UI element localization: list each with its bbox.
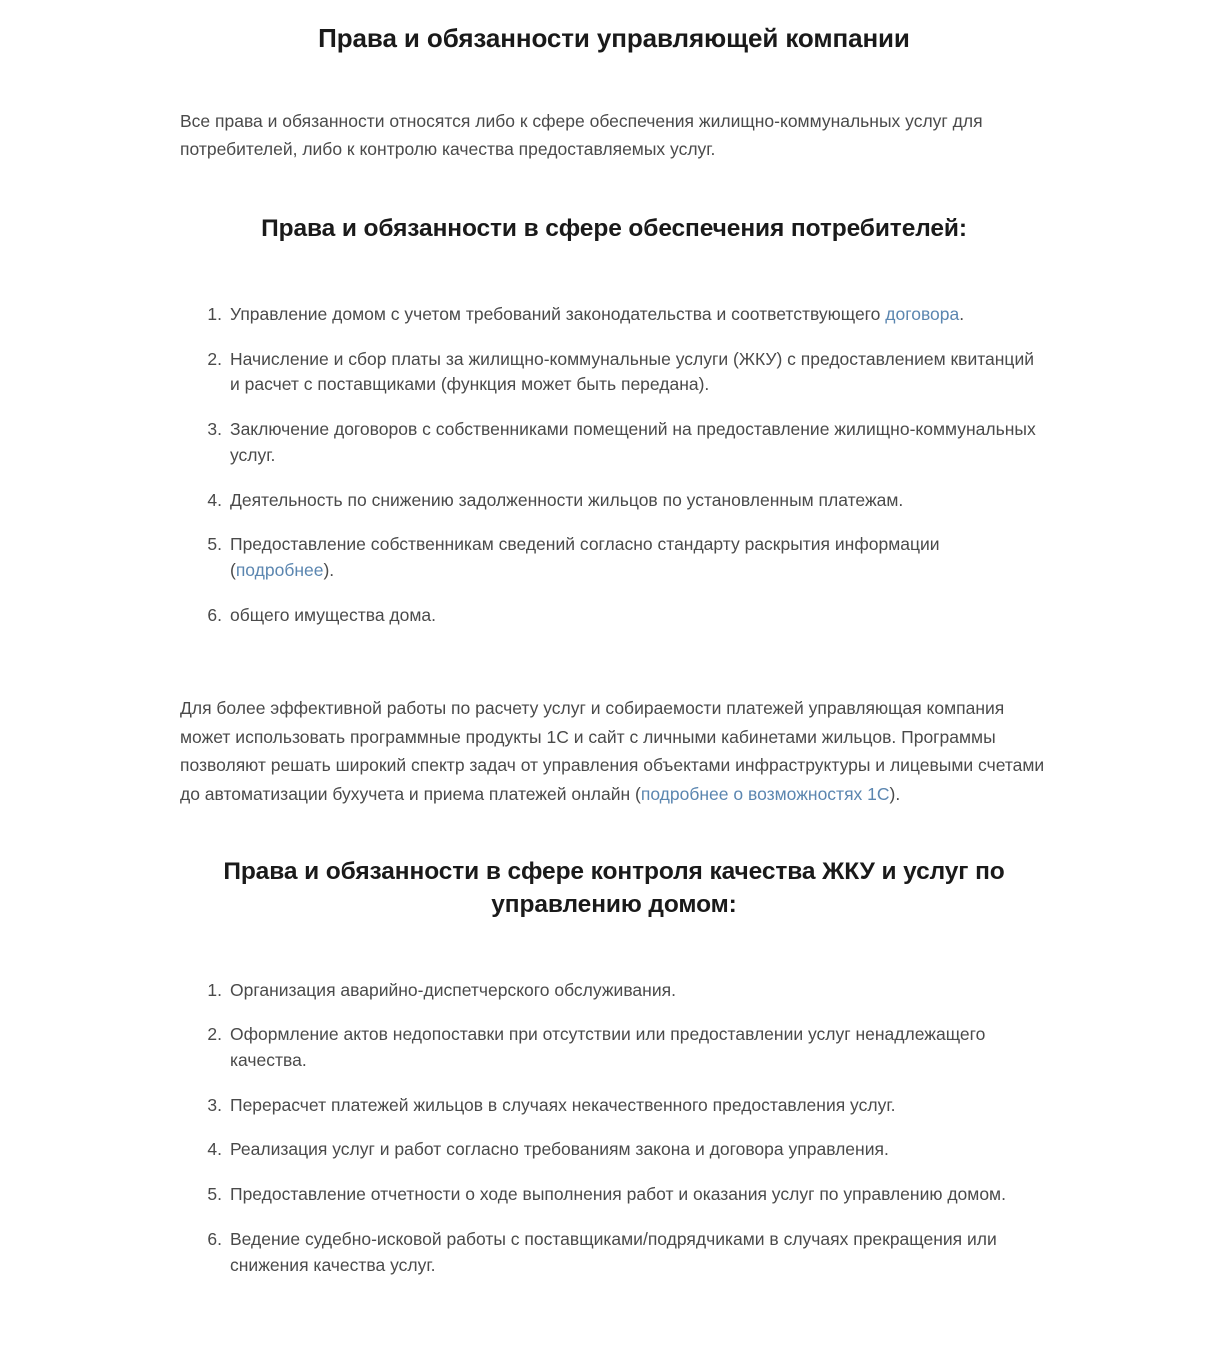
page-title: Права и обязанности управляющей компании [318,23,910,53]
list-item-text-before: Деятельность по снижению задолженности жильцов по установленным платежам. [230,489,904,510]
section-heading-consumer-provision: Права и обязанности в сфере обеспечения потребителей: [261,215,967,243]
list-item-text-before: Начисление и сбор платы за жилищно-коммунальные услуги (ЖКУ) с предоставлением квитанций и расчет с поставщиками (функция может быть передана). [230,348,1035,395]
list-item-text-before: Ведение судебно-исковой работы с поставщиками/подрядчиками в случаях прекращения или снижения качества услуг. [230,1228,997,1275]
list-item-number: 6. [207,1228,222,1249]
list-item-text-before: Управление домом с учетом требований законодательства и соответствующего [230,304,886,325]
list-item-link[interactable]: подробнее [235,560,324,581]
list-item [180,417,1048,468]
list-item-text-before: Организация аварийно-диспетчерского обслуживания. [230,979,676,1000]
list-item-number: 5. [207,534,222,555]
list-item-text-before: Заключение договоров с собственниками помещений на предоставление жилищно-коммунальных услуг. [230,419,1036,465]
list-item [180,603,1048,629]
list-item-number: 3. [207,419,222,440]
list-item-number: 4. [207,489,222,510]
list-item-text-before: общего имущества дома. [230,604,437,625]
list-item-number: 5. [207,1184,222,1205]
list-item-text-before: Перерасчет платежей жильцов в случаях некачественного предоставления услуг. [230,1094,896,1115]
list-item [180,1093,1048,1119]
list-item-text-after: . [959,304,965,325]
list-item-number: 1. [207,304,222,325]
list-item [180,978,1048,1004]
middle-paragraph-link[interactable]: подробнее о возможностях 1С [640,783,890,804]
list-item-number: 4. [207,1139,222,1160]
intro-paragraph: Все права и обязанности относятся либо к сфере обеспечения жилищно-коммунальных услуг для потребителей, либо к контролю качества предоставляемых услуг. [180,110,983,159]
list-item-text-before: Предоставление собственникам сведений согласно стандарту раскрытия информации ( [230,534,940,581]
rights-list-consumer-provision [180,246,1048,628]
list-item [180,1022,1048,1073]
list-item [180,532,1048,583]
list-item [180,1227,1048,1278]
list-item [180,302,1048,328]
list-item-text-before: Оформление актов недопоставки при отсутствии или предоставлении услуг ненадлежащего качества. [230,1024,986,1070]
rights-list-quality-control [180,922,1048,1279]
section-heading-quality-control: Права и обязанности в сфере контроля качества ЖКУ и услуг по управлению домом: [223,857,1005,918]
list-item-number: 1. [207,979,222,1000]
list-item-text-after: ). [323,560,335,581]
list-item-link[interactable]: договора [885,304,960,325]
list-item [180,347,1048,398]
list-item [180,488,1048,514]
list-item-number: 3. [207,1094,222,1115]
list-item-text-before: Предоставление отчетности о ходе выполнения работ и оказания услуг по управлению домом. [230,1184,1006,1205]
list-item [180,1182,1048,1208]
list-item-number: 6. [207,604,222,625]
middle-paragraph-text-after: ). [889,783,901,804]
list-item [180,1137,1048,1163]
list-item-number: 2. [207,1024,222,1045]
list-item-text-before: Реализация услуг и работ согласно требованиям закона и договора управления. [230,1139,889,1160]
list-item-number: 2. [207,348,222,369]
middle-paragraph-text-before: Для более эффективной работы по расчету услуг и собираемости платежей управляющая компания может использовать программные продукты 1С и сайт с личными кабинетами жильцов. Программы позволяют решать широкий спектр задач от управления объектами инфраструктуры и лицевыми счетами до автоматизации бухучета и приема платежей онлайн ( [180,698,1045,804]
middle-paragraph [180,628,1048,807]
